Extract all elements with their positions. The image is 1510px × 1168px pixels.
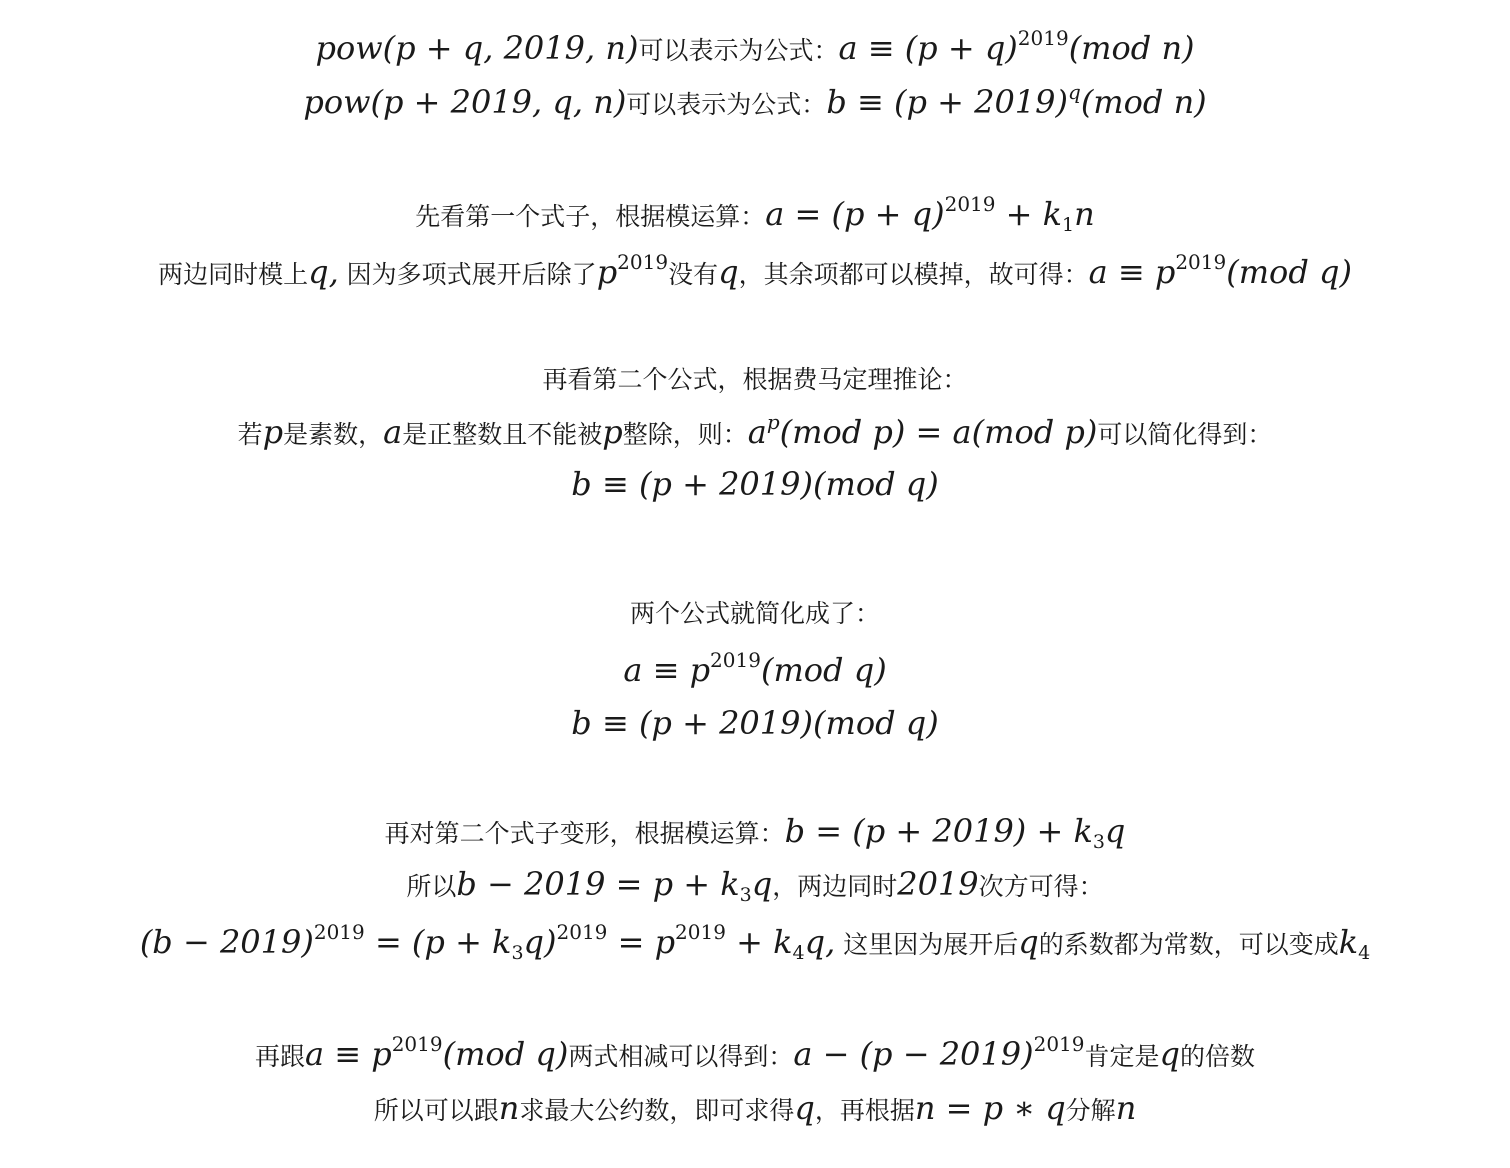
math-expression: q bbox=[718, 253, 739, 291]
text-segment: ，再根据 bbox=[814, 1096, 915, 1125]
formula-line-6 bbox=[0, 412, 1510, 455]
text-segment: 两边同时模上 bbox=[158, 260, 309, 289]
formula-line-11 bbox=[0, 811, 1510, 854]
math-expression: q bbox=[1104, 812, 1126, 850]
superscript: 2019 bbox=[391, 1032, 443, 1056]
superscript: 2019 bbox=[1017, 26, 1069, 50]
superscript: 2019 bbox=[1175, 250, 1227, 274]
text-segment: 分解 bbox=[1065, 1096, 1116, 1125]
math-expression: p bbox=[602, 413, 623, 451]
math-expression: q bbox=[1159, 1035, 1181, 1073]
text-segment: 两式相减可以得到： bbox=[568, 1042, 794, 1071]
math-expression: p bbox=[262, 413, 284, 451]
formula-line-14 bbox=[0, 1034, 1510, 1077]
math-expression: a − (p − 2019) bbox=[793, 1035, 1034, 1073]
text-segment: 这里因为展开后 bbox=[835, 930, 1019, 959]
text-segment: 的系数都为常数，可以变成 bbox=[1038, 930, 1339, 959]
math-expression: (mod p) = a(mod p) bbox=[779, 413, 1098, 451]
text-segment: 可以简化得到： bbox=[1097, 420, 1273, 449]
superscript: 2019 bbox=[617, 250, 669, 274]
superscript: 2019 bbox=[944, 192, 996, 216]
text-segment: 肯定是 bbox=[1084, 1042, 1160, 1071]
math-expression: = p bbox=[607, 923, 676, 961]
math-expression: n bbox=[498, 1089, 520, 1127]
math-expression: (mod q) bbox=[442, 1035, 569, 1073]
math-expression: a ≡ p bbox=[1088, 253, 1176, 291]
text-segment: 若 bbox=[237, 420, 263, 449]
text-segment: 是素数， bbox=[283, 420, 384, 449]
math-expression: n bbox=[1074, 195, 1095, 233]
math-expression: b ≡ (p + 2019) bbox=[826, 83, 1068, 121]
text-segment: 所以可以跟 bbox=[373, 1096, 499, 1125]
text-segment: 可以表示为公式： bbox=[638, 36, 839, 65]
text-segment: 两个公式就简化成了： bbox=[629, 599, 880, 628]
math-expression: a = (p + q) bbox=[765, 195, 945, 233]
superscript: 2019 bbox=[710, 648, 761, 672]
math-expression: a bbox=[383, 413, 403, 451]
math-expression: q bbox=[794, 1089, 815, 1127]
subscript: 3 bbox=[1092, 831, 1105, 853]
formula-line-12 bbox=[0, 864, 1510, 907]
math-expression: (mod q) bbox=[760, 651, 887, 689]
text-segment: 整除，则： bbox=[622, 420, 748, 449]
superscript: 2019 bbox=[313, 920, 365, 944]
text-segment: 的倍数 bbox=[1180, 1042, 1256, 1071]
formula-line-7 bbox=[0, 464, 1510, 507]
math-expression: k bbox=[1338, 923, 1359, 961]
math-expression: q, bbox=[804, 923, 836, 961]
text-segment: 再看第二个公式，根据费马定理推论： bbox=[542, 365, 968, 394]
math-expression: b ≡ (p + 2019)(mod q) bbox=[571, 704, 939, 742]
subscript: 3 bbox=[739, 884, 752, 906]
formula-line-10 bbox=[0, 703, 1510, 746]
math-expression: (mod n) bbox=[1068, 29, 1195, 67]
math-expression: a ≡ p bbox=[623, 651, 711, 689]
text-segment: 没有 bbox=[668, 260, 719, 289]
text-segment: 可以表示为公式： bbox=[626, 90, 827, 119]
math-expression: q bbox=[1018, 923, 1039, 961]
subscript: 4 bbox=[1358, 942, 1371, 964]
superscript: p bbox=[766, 410, 780, 434]
text-segment: 次方可得： bbox=[978, 872, 1104, 901]
formula-line-15 bbox=[0, 1088, 1510, 1131]
math-expression: n bbox=[1115, 1089, 1137, 1127]
math-expression: (mod q) bbox=[1226, 253, 1352, 291]
text-segment: 是正整数且不能被 bbox=[402, 420, 603, 449]
math-expression: q, bbox=[308, 253, 339, 291]
math-expression: + k bbox=[995, 195, 1063, 233]
formula-line-4 bbox=[0, 252, 1510, 295]
math-expression: q) bbox=[523, 923, 557, 961]
math-expression: = (p + k bbox=[364, 923, 512, 961]
math-expression: + k bbox=[725, 923, 793, 961]
math-expression: b − 2019 = p + k bbox=[456, 865, 740, 903]
text-segment: ，其余项都可以模掉，故可得： bbox=[738, 260, 1089, 289]
math-expression: (b − 2019) bbox=[139, 923, 314, 961]
superscript: 2019 bbox=[1033, 1032, 1085, 1056]
math-expression: pow(p + 2019, q, n) bbox=[303, 83, 627, 121]
math-expression: b ≡ (p + 2019)(mod q) bbox=[571, 465, 939, 503]
math-expression: a bbox=[747, 413, 767, 451]
math-expression: pow(p + q, 2019, n) bbox=[315, 29, 639, 67]
formula-line-2 bbox=[0, 82, 1510, 125]
text-segment: 再对第二个式子变形，根据模运算： bbox=[384, 819, 785, 848]
text-segment: 因为多项式展开后除了 bbox=[338, 260, 597, 289]
formula-line-5 bbox=[0, 360, 1510, 400]
text-segment: 求最大公约数，即可求得 bbox=[519, 1096, 795, 1125]
math-expression: n = p ∗ q bbox=[914, 1089, 1066, 1127]
formula-line-13 bbox=[0, 922, 1510, 965]
text-segment: ，两边同时 bbox=[772, 872, 898, 901]
math-expression: 2019 bbox=[897, 865, 979, 903]
math-expression: (mod n) bbox=[1080, 83, 1207, 121]
formula-line-8 bbox=[0, 594, 1510, 634]
math-expression: q bbox=[751, 865, 773, 903]
formula-line-1 bbox=[0, 28, 1510, 71]
math-expression: p bbox=[596, 253, 618, 291]
superscript: 2019 bbox=[675, 920, 726, 944]
superscript: q bbox=[1068, 80, 1081, 104]
text-segment: 再跟 bbox=[254, 1042, 305, 1071]
superscript: 2019 bbox=[556, 920, 608, 944]
formula-line-9 bbox=[0, 650, 1510, 693]
text-segment: 先看第一个式子，根据模运算： bbox=[415, 202, 766, 231]
subscript: 4 bbox=[792, 942, 805, 964]
math-expression: a ≡ p bbox=[304, 1035, 392, 1073]
subscript: 3 bbox=[511, 942, 524, 964]
math-expression: a ≡ (p + q) bbox=[838, 29, 1018, 67]
subscript: 1 bbox=[1062, 214, 1075, 236]
formula-line-3 bbox=[0, 194, 1510, 237]
text-segment: 所以 bbox=[406, 872, 457, 901]
math-expression: b = (p + 2019) + k bbox=[784, 812, 1093, 850]
